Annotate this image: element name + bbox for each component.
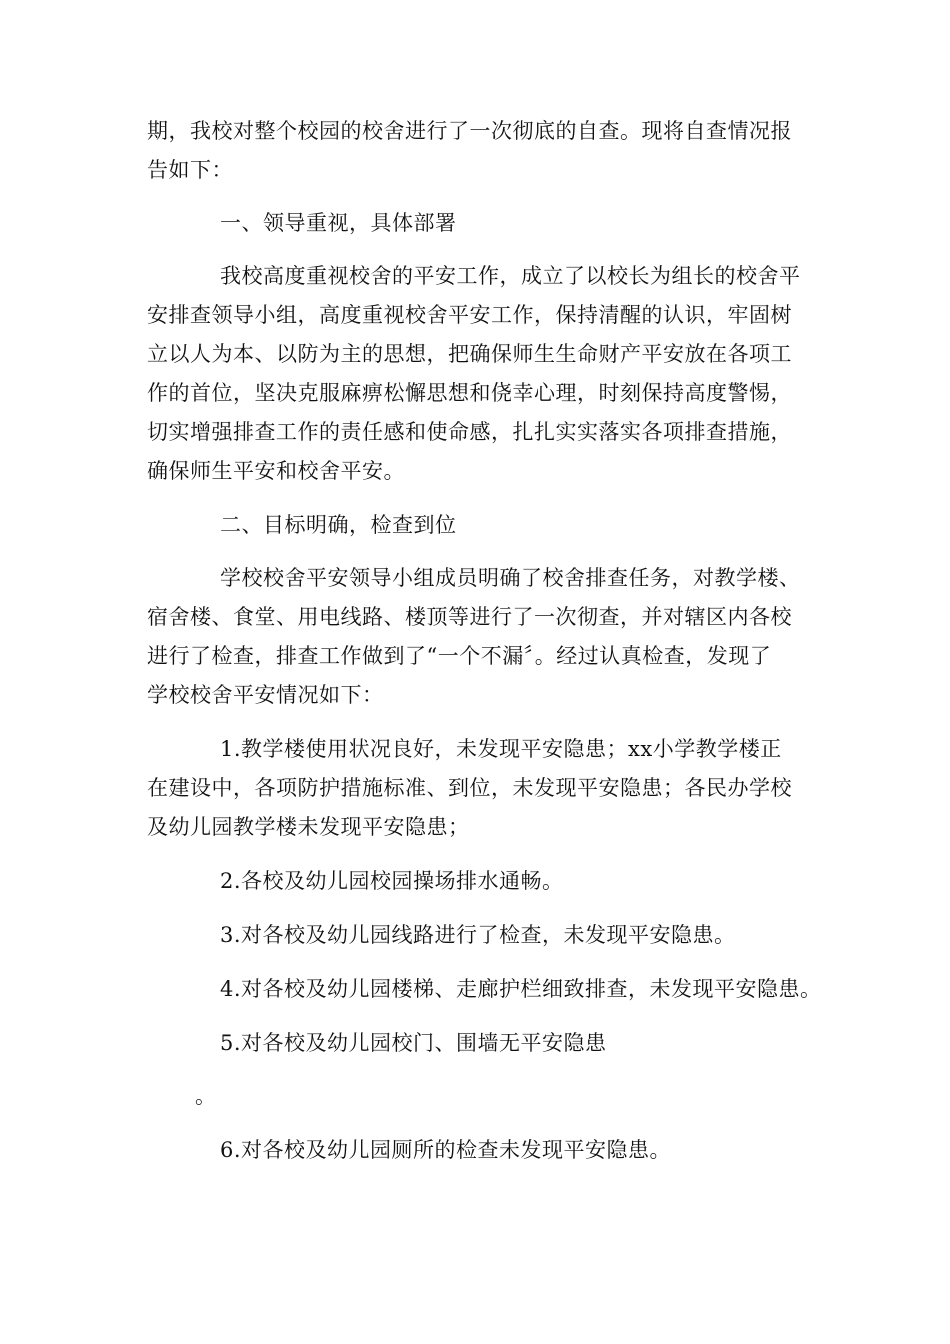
item3: 3.对各校及幼儿园线路进行了检查，未发现平安隐患。: [220, 923, 736, 947]
section2-line-4: 学校校舍平安情况如下：: [147, 683, 384, 707]
section1-line-2: 安排查领导小组，高度重视校舍平安工作，保持清醒的认识，牢固树: [147, 303, 792, 327]
item5: 5.对各校及幼儿园校门、围墙无平安隐患: [220, 1031, 607, 1055]
section1-heading: 一、领导重视，具体部署: [220, 211, 457, 235]
item6: 6.对各校及幼儿园厕所的检查未发现平安隐患。: [220, 1138, 672, 1162]
intro-line-2: 告如下：: [147, 158, 233, 182]
item5-tail: 。: [195, 1084, 217, 1108]
section1-line-1: 我校高度重视校舍的平安工作，成立了以校长为组长的校舍平: [220, 264, 801, 288]
section1-line-4: 作的首位，坚决克服麻痹松懈思想和侥幸心理，时刻保持高度警惕，: [147, 381, 792, 405]
item1-line-3: 及幼儿园教学楼未发现平安隐患；: [147, 815, 470, 839]
item2: 2.各校及幼儿园校园操场排水通畅。: [220, 869, 564, 893]
item1-line-2: 在建设中，各项防护措施标准、到位，未发现平安隐患；各民办学校: [147, 776, 792, 800]
section1-line-5: 切实增强排查工作的责任感和使命感，扎扎实实落实各项排查措施，: [147, 420, 792, 444]
intro-line-1: 期，我校对整个校园的校舍进行了一次彻底的自查。现将自查情况报: [147, 119, 792, 143]
section2-line-3: 进行了检查，排查工作做到了“一个不漏〞。经过认真检查，发现了: [147, 644, 772, 668]
item4: 4.对各校及幼儿园楼梯、走廊护栏细致排查，未发现平安隐患。: [220, 977, 822, 1001]
section2-line-1: 学校校舍平安领导小组成员明确了校舍排查任务，对教学楼、: [220, 566, 801, 590]
section2-heading: 二、目标明确，检查到位: [220, 513, 457, 537]
section2-line-2: 宿舍楼、食堂、用电线路、楼顶等进行了一次彻查，并对辖区内各校: [147, 605, 792, 629]
section1-line-3: 立以人为本、以防为主的思想，把确保师生生命财产平安放在各项工: [147, 342, 792, 366]
item1-line-1: 1.教学楼使用状况良好，未发现平安隐患；xx小学教学楼正: [220, 737, 782, 761]
section1-line-6: 确保师生平安和校舍平安。: [147, 459, 405, 483]
